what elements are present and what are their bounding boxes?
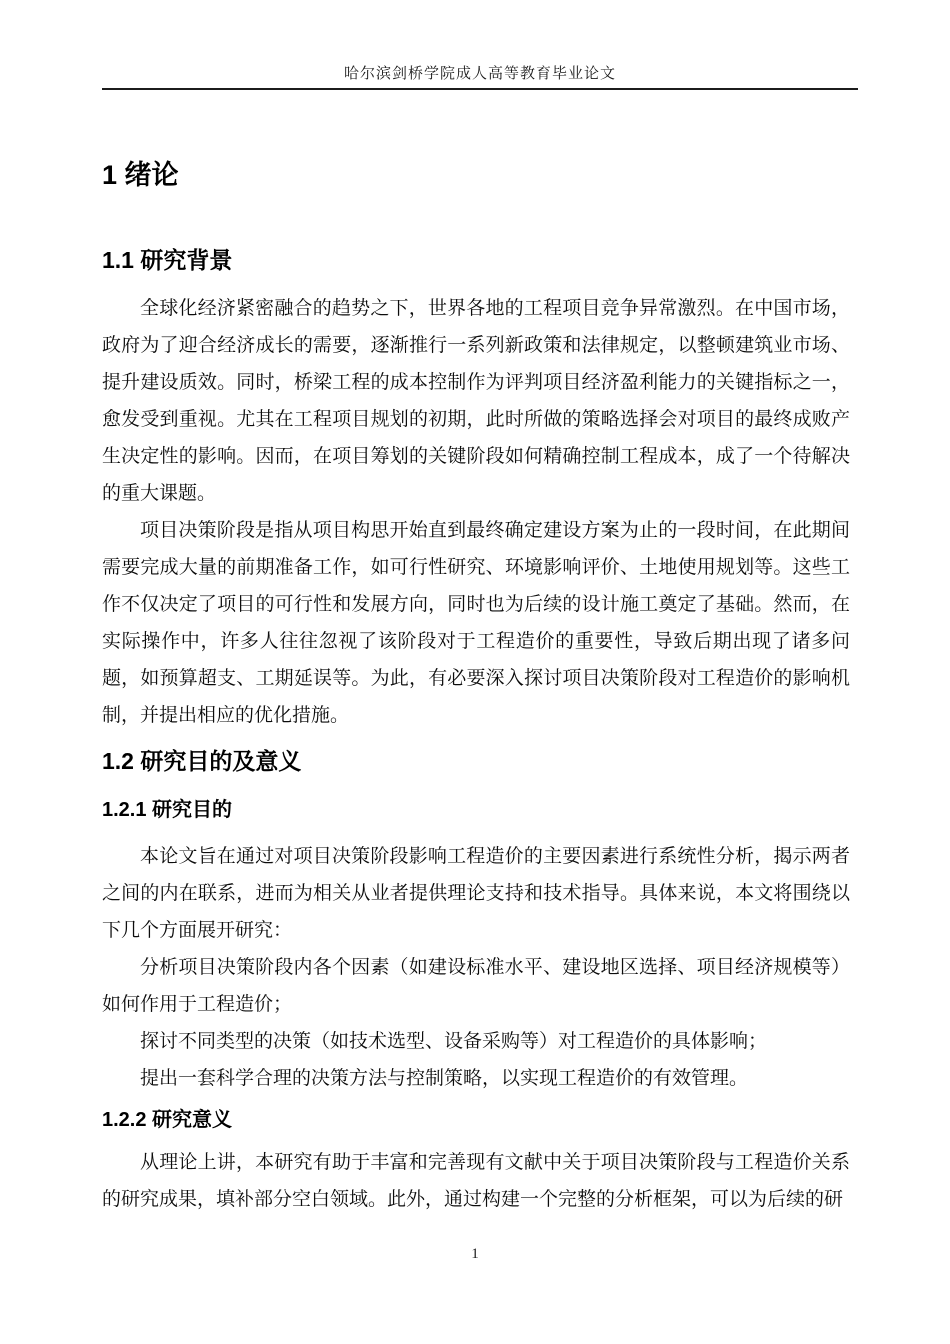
section-1-1-paragraph-2: 项目决策阶段是指从项目构思开始直到最终确定建设方案为止的一段时间，在此期间需要完成大量的前期准备工作，如可行性研究、环境影响评价、土地使用规划等。这些工作不仅决定了项目的可行性和发展方向，同时也为后续的设计施工奠定了基础。然而，在实际操作中，许多人往往忽视了该阶段对于工程造价的重要性，导致后期出现了诸多问题，如预算超支、工期延误等。为此，有必要深入探讨项目决策阶段对工程造价的影响机制，并提出相应的优化措施。: [102, 520, 850, 726]
section-1-2-1-paragraph-1: 本论文旨在通过对项目决策阶段影响工程造价的主要因素进行系统性分析，揭示两者之间的内在联系，进而为相关从业者提供理论支持和技术指导。具体来说，本文将围绕以下几个方面展开研究：: [102, 846, 850, 941]
section-1-1-title: 1.1 研究背景: [102, 247, 233, 273]
page-footer: [0, 1244, 950, 1264]
page-header: [102, 0, 858, 90]
running-header-title: 哈尔滨剑桥学院成人高等教育毕业论文: [343, 66, 616, 82]
section-1-2-1-title: 1.2.1 研究目的: [102, 799, 233, 821]
chapter-1-title: 1 绪论: [102, 160, 179, 190]
section-1-2-2-title: 1.2.2 研究意义: [102, 1109, 233, 1131]
document-content: [102, 158, 850, 1218]
section-1-2-2-paragraph-1: 从理论上讲，本研究有助于丰富和完善现有文献中关于项目决策阶段与工程造价关系的研究成果，填补部分空白领域。此外，通过构建一个完整的分析框架，可以为后续的研: [102, 1152, 850, 1210]
research-aspect-item-2: 探讨不同类型的决策（如技术选型、设备采购等）对工程造价的具体影响；: [140, 1031, 768, 1052]
research-aspect-item-3: 提出一套科学合理的决策方法与控制策略，以实现工程造价的有效管理。: [140, 1068, 749, 1089]
section-1-1-paragraph-1: 全球化经济紧密融合的趋势之下，世界各地的工程项目竞争异常激烈。在中国市场，政府为了迎合经济成长的需要，逐渐推行一系列新政策和法律规定，以整顿建筑业市场、提升建设质效。同时，桥梁工程的成本控制作为评判项目经济盈利能力的关键指标之一，愈发受到重视。尤其在工程项目规划的初期，此时所做的策略选择会对项目的最终成败产生决定性的影响。因而，在项目筹划的关键阶段如何精确控制工程成本，成了一个待解决的重大课题。: [102, 298, 850, 504]
page-number: 1: [471, 1246, 479, 1262]
section-1-2-title: 1.2 研究目的及意义: [102, 748, 302, 774]
research-aspect-item-1: 分析项目决策阶段内各个因素（如建设标准水平、建设地区选择、项目经济规模等）如何作用于工程造价；: [102, 957, 850, 1015]
